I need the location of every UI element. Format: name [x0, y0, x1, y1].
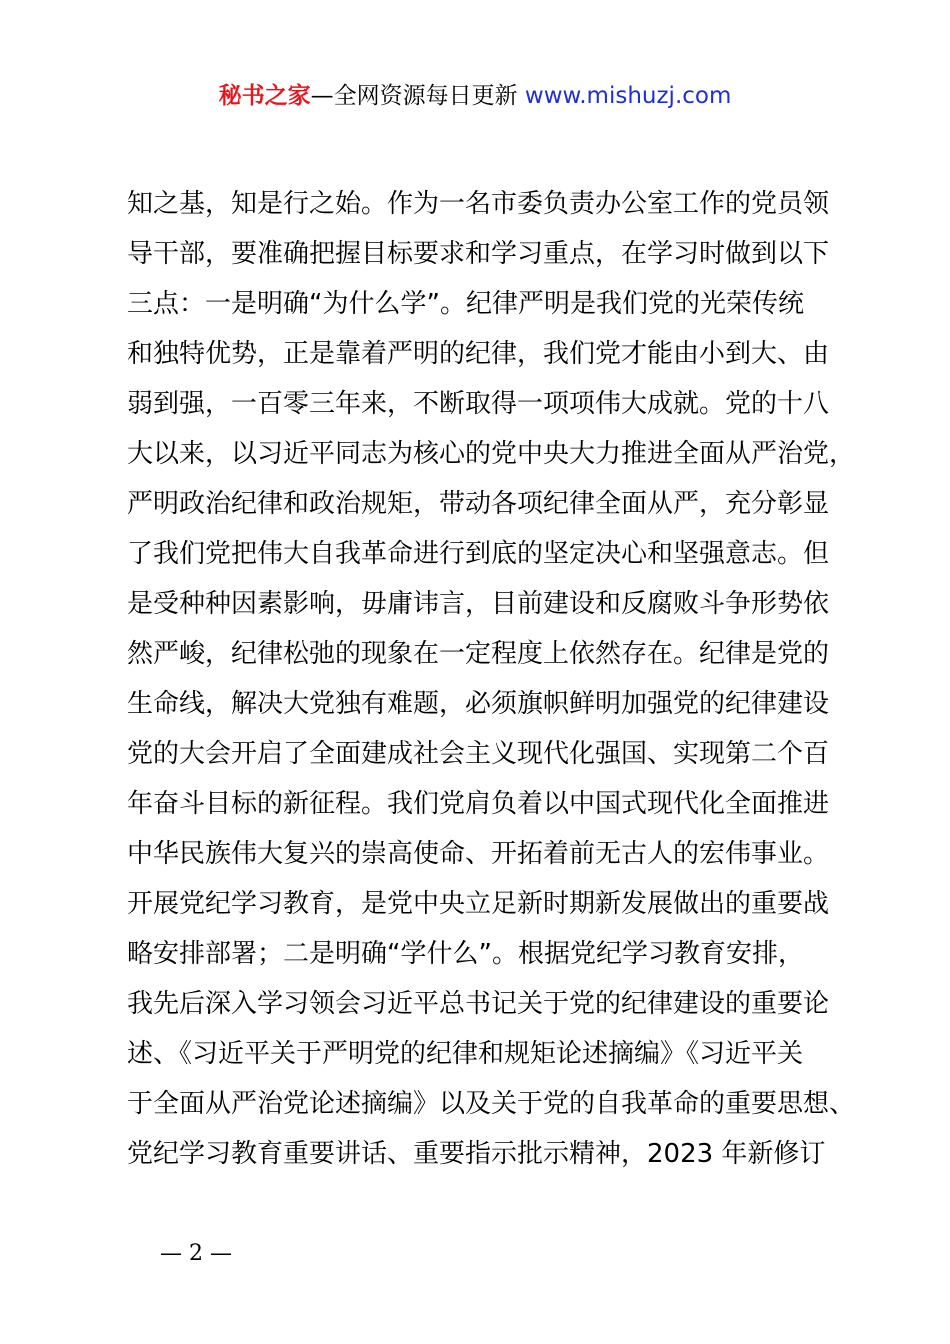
body-line: 大以来，以习近平同志为核心的党中央大力推进全面从严治党，	[127, 439, 856, 469]
body-line: 开展党纪学习教育，是党中央立足新时期新发展做出的重要战	[127, 889, 830, 919]
body-line: 党的大会开启了全面建成社会主义现代化强国、实现第二个百	[127, 739, 830, 769]
body-line: 中华民族伟大复兴的崇高使命、开拓着前无古人的宏伟事业。	[127, 839, 830, 869]
header-tagline: —全网资源每日更新	[310, 83, 525, 109]
body-line: 述、《习近平关于严明党的纪律和规矩论述摘编》《习近平关	[127, 1039, 804, 1069]
body-line: 弱到强，一百零三年来，不断取得一项项伟大成就。党的十八	[127, 389, 830, 419]
body-line: 了我们党把伟大自我革命进行到底的坚定决心和坚强意志。但	[127, 539, 830, 569]
page-number: — 2 —	[160, 1241, 232, 1266]
body-line: 知之基，知是行之始。作为一名市委负责办公室工作的党员领	[127, 189, 830, 219]
body-line: 然严峻，纪律松弛的现象在一定程度上依然存在。纪律是党的	[127, 639, 830, 669]
body-line: 年奋斗目标的新征程。我们党肩负着以中国式现代化全面推进	[127, 789, 830, 819]
body-line: 略安排部署；二是明确“学什么”。根据党纪学习教育安排，	[127, 939, 804, 969]
body-line: 我先后深入学习领会习近平总书记关于党的纪律建设的重要论	[127, 989, 830, 1019]
body-line: 三点：一是明确“为什么学”。纪律严明是我们党的光荣传统	[127, 289, 804, 319]
body-line: 党纪学习教育重要讲话、重要指示批示精神，2023 年新修订	[127, 1139, 826, 1169]
body-line: 和独特优势，正是靠着严明的纪律，我们党才能由小到大、由	[127, 339, 830, 369]
site-header	[0, 80, 950, 112]
body-line: 是受种种因素影响，毋庸讳言，目前建设和反腐败斗争形势依	[127, 589, 830, 619]
document-body	[127, 186, 856, 1186]
body-line: 严明政治纪律和政治规矩，带动各项纪律全面从严，充分彰显	[127, 489, 830, 519]
body-line: 导干部，要准确把握目标要求和学习重点，在学习时做到以下	[127, 239, 830, 269]
body-line: 于全面从严治党论述摘编》以及关于党的自我革命的重要思想、	[127, 1089, 856, 1119]
body-line: 生命线，解决大党独有难题，必须旗帜鲜明加强党的纪律建设	[127, 689, 830, 719]
site-url-link[interactable]: www.mishuzj.com	[524, 83, 732, 109]
site-brand: 秘书之家	[218, 83, 311, 109]
